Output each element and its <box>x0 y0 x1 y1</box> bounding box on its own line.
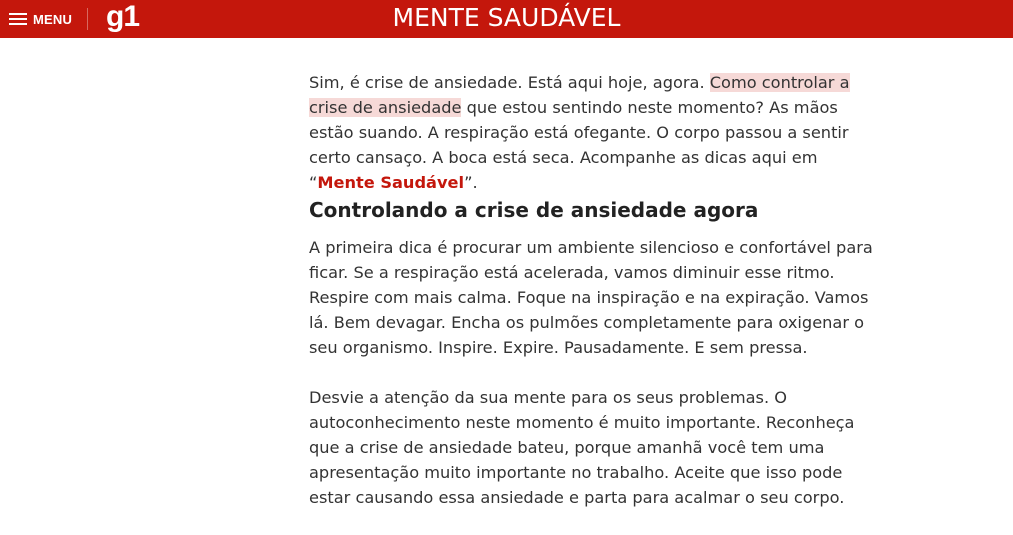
menu-label: MENU <box>33 11 73 27</box>
g1-logo[interactable]: g1 <box>106 0 140 33</box>
paragraph-text: Sim, é crise de ansiedade. Está aqui hoje, agora. <box>309 73 710 92</box>
menu-button[interactable] <box>9 8 72 30</box>
highlighted-link[interactable]: Como controlar a crise de ansiedade <box>309 73 850 117</box>
paragraph-text: ”. <box>464 173 478 192</box>
section-title: MENTE SAUDÁVEL <box>392 3 621 32</box>
article-body <box>309 70 879 507</box>
article-paragraph-2: A primeira dica é procurar um ambiente silencioso e confortável para ficar. Se a respiração está acelerada, vamos diminuir esse ritmo. Respire com mais calma. Foque na inspiração e na expiração. Vamos lá. Bem devagar. Encha os pulmões completamente para oxigenar o seu organismo. Inspire. Expire. Pausadamente. E sem pressa. <box>309 238 873 357</box>
article-subheading: Controlando a crise de ansiedade agora <box>309 198 759 222</box>
mente-saudavel-link[interactable]: Mente Saudável <box>317 173 465 192</box>
top-header-bar <box>0 0 1013 38</box>
heading-wrapper <box>309 196 758 224</box>
paragraph-text: que estou sentindo neste momento? As mãos estão suando. A respiração está ofegante. O corpo passou a sentir certo cansaço. A boca está seca. Acompanhe as dicas aqui em “ <box>309 98 849 192</box>
hamburger-icon <box>9 12 27 26</box>
article-paragraph-3: Desvie a atenção da sua mente para os seus problemas. O autoconhecimento neste momento é muito importante. Reconheça que a crise de ansiedade bateu, porque amanhã você tem uma apresentação muito importante no trabalho. Aceite que isso pode estar causando essa ansiedade e parta para acalmar o seu corpo. <box>309 388 855 507</box>
article-paragraph-1 <box>309 70 879 195</box>
header-divider <box>87 8 88 30</box>
